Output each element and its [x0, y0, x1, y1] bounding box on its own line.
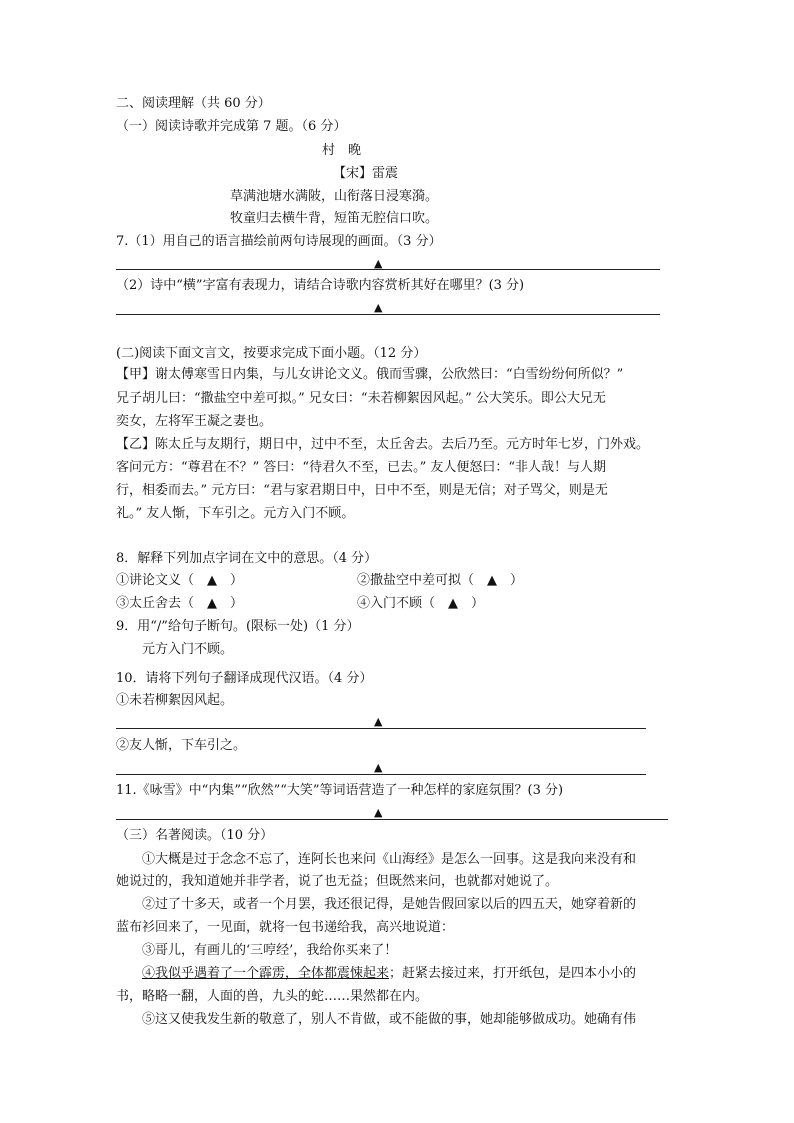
text-yi-line-3: 行，相委而去。” 元方曰：“君与家君期日中，日中不至，则是无信；对子骂父，则是无: [116, 483, 608, 498]
question-7-2: （2）诗中“横”字富有表现力，请结合诗歌内容赏析其好在哪里？(3 分): [116, 278, 525, 293]
para-1-line-2: 她说过的，我知道她并非学者，说了也无益；但既然来问，也就都对她说了。: [116, 874, 559, 889]
q8-item-3: ③太丘舍去（ ▲ ）: [116, 596, 243, 611]
para-4-rest: ；赶紧去接过来，打开纸包，是四本小小的: [389, 966, 637, 981]
q10-sentence-1: ①未若柳絮因风起。: [116, 693, 234, 708]
answer-marker: ▲: [374, 301, 383, 314]
para-2-line-2: 蓝布衫回来了，一见面，就将一包书递给我，高兴地说道：: [116, 920, 455, 935]
poem-title: 村 晚: [322, 143, 362, 158]
q10-sentence-2: ②友人惭，下车引之。: [116, 738, 247, 753]
part3-heading: （三）名著阅读。（10 分）: [116, 828, 274, 843]
text-yi-line-4: 礼。” 友人惭，下车引之。元方入门不顾。: [116, 506, 355, 521]
answer-line[interactable]: [116, 728, 646, 729]
answer-line[interactable]: [116, 269, 660, 270]
q8-item-4: ④入门不顾（ ▲ ）: [357, 596, 484, 611]
answer-line[interactable]: [116, 819, 668, 820]
question-7-1: 7.（1）用自己的语言描绘前两句诗展现的画面。（3 分）: [116, 234, 442, 249]
question-10: 10．请将下列句子翻译成现代汉语。（4 分）: [116, 671, 373, 686]
q8-item-2: ②撒盐空中差可拟（ ▲ ）: [357, 573, 523, 588]
answer-line[interactable]: [116, 314, 660, 315]
answer-marker: ▲: [374, 715, 383, 728]
answer-marker: ▲: [374, 806, 383, 819]
text-yi-line-1: 【乙】陈太丘与友期行，期日中，过中不至，太丘舍去。去后乃至。元方时年七岁，门外戏。: [116, 437, 650, 452]
poem-author: 【宋】雷震: [333, 166, 399, 181]
text-jia-line-1: 【甲】谢太傅寒雪日内集，与儿女讲论文义。俄而雪骤，公欣然曰：“白雪纷纷何所似？”: [116, 367, 624, 382]
underlined-sentence: ④我似乎遇着了一个霹雳，全体都震悚起来: [142, 966, 390, 981]
question-11: 11.《咏雪》中“内集”“欣然”“大笑”等词语营造了一种怎样的家庭氛围？(3 分): [116, 783, 564, 798]
part2-heading: (二)阅读下面文言文，按要求完成下面小题。（12 分）: [116, 346, 427, 361]
part1-heading: （一）阅读诗歌并完成第 7 题。（6 分）: [116, 119, 347, 134]
para-2-line-1: ②过了十多天，或者一个月罢，我还很记得，是她告假回家以后的四五天，她穿着新的: [142, 897, 637, 912]
para-5-line-1: ⑤这又使我发生新的敬意了，别人不肯做，或不能做的事，她却能够做成功。她确有伟: [142, 1012, 637, 1027]
text-jia-line-3: 奕女，左将军王凝之妻也。: [116, 414, 273, 429]
text-jia-line-2: 兄子胡儿曰：“撒盐空中差可拟。” 兄女曰：“未若柳絮因风起。” 公大笑乐。即公大兄无: [116, 391, 606, 406]
text-yi-line-2: 客问元方：“尊君在不？” 答曰：“待君久不至，已去。” 友人便怒曰：“非人哉！与人期: [116, 460, 606, 475]
poem-line-2: 牧童归去横牛背，短笛无腔信口吹。: [230, 211, 439, 226]
para-3: ③哥儿，有画儿的‘三哼经’，我给你买来了！: [142, 943, 398, 958]
answer-marker: ▲: [374, 761, 383, 774]
section-title: 二、阅读理解（共 60 分）: [116, 96, 271, 111]
answer-marker: ▲: [374, 257, 383, 270]
question-9: 9．用“/”给句子断句。(限标一处)（1 分）: [116, 619, 360, 634]
para-1-line-1: ①大概是过于念念不忘了，连阿长也来问《山海经》是怎么一回事。这是我向来没有和: [142, 852, 637, 867]
poem-line-1: 草满池塘水满陂，山衔落日浸寒漪。: [230, 189, 439, 204]
para-4-line-2: 书，略略一翻，人面的兽，九头的蛇……果然都在内。: [116, 989, 429, 1004]
q9-sentence: 元方入门不顾。: [142, 642, 234, 657]
question-8: 8．解释下列加点字词在文中的意思。（4 分）: [116, 551, 378, 566]
answer-line[interactable]: [116, 774, 646, 775]
para-4-line-1: [142, 965, 636, 983]
q8-item-1: ①讲论文义（ ▲ ）: [116, 573, 243, 588]
